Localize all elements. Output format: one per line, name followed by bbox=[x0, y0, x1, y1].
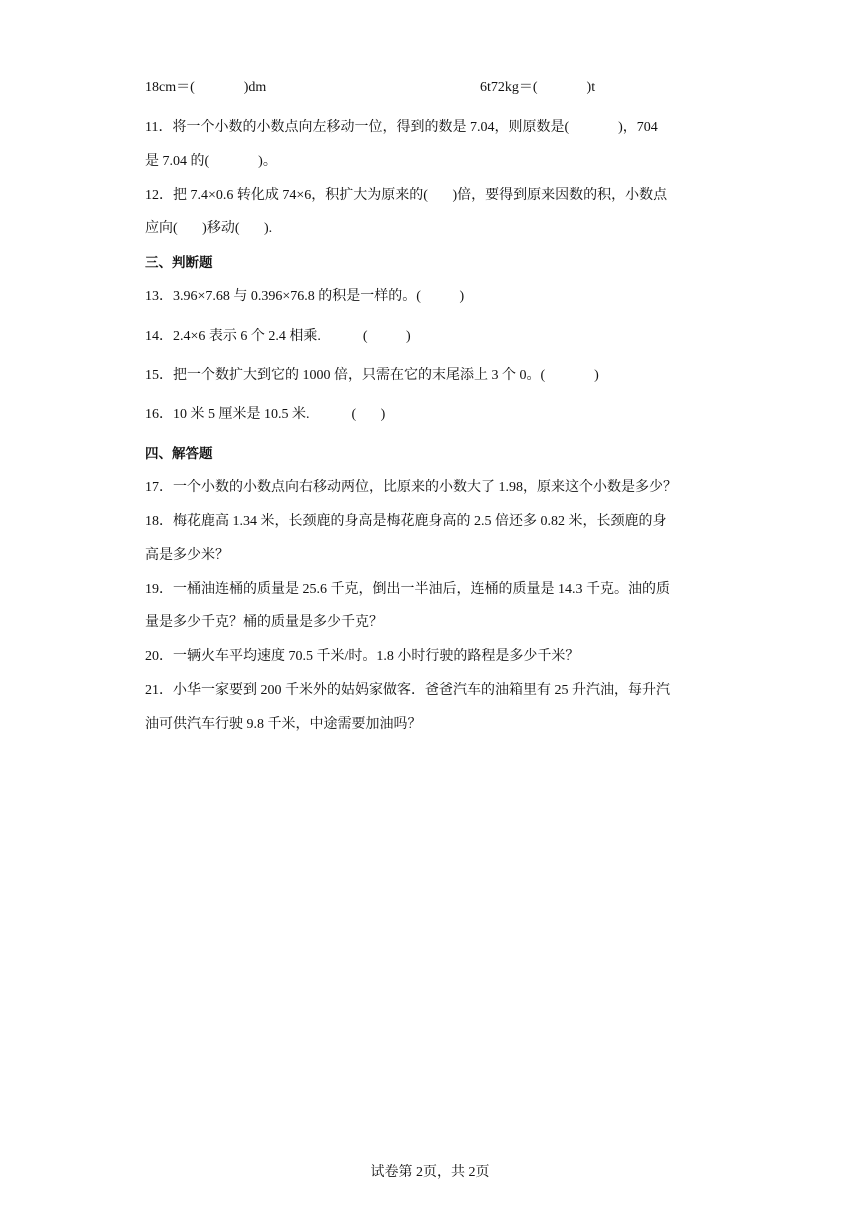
q10-item-a: 18cm＝( )dm bbox=[145, 80, 267, 95]
question-16: 16．10 米 5 厘米是 10.5 米. ( ) bbox=[145, 407, 386, 422]
question-15: 15．把一个数扩大到它的 1000 倍，只需在它的末尾添上 3 个 0。( ) bbox=[145, 368, 599, 383]
question-21-line-1: 21．小华一家要到 200 千米外的姑妈家做客．爸爸汽车的油箱里有 25 升汽油，每升汽 bbox=[145, 683, 670, 698]
question-19-line-2: 量是多少千克？桶的质量是多少千克？ bbox=[145, 615, 383, 630]
question-21-line-2: 油可供汽车行驶 9.8 千米，中途需要加油吗？ bbox=[145, 717, 422, 732]
question-18-line-1: 18．梅花鹿高 1.34 米，长颈鹿的身高是梅花鹿身高的 2.5 倍还多 0.82 米，长颈鹿的身 bbox=[145, 514, 667, 529]
q10-item-b: 6t72kg＝( )t bbox=[480, 80, 596, 95]
page-footer: 试卷第 2页，共 2页 bbox=[370, 1165, 490, 1180]
question-18-line-2: 高是多少米？ bbox=[145, 548, 229, 563]
section-4-heading: 四、解答题 bbox=[145, 446, 213, 462]
question-13: 13．3.96×7.68 与 0.396×76.8 的积是一样的。( ) bbox=[145, 289, 465, 304]
question-11-line-1: 11．将一个小数的小数点向左移动一位，得到的数是 7.04，则原数是( )，704 bbox=[145, 120, 658, 135]
question-14: 14．2.4×6 表示 6 个 2.4 相乘. ( ) bbox=[145, 329, 411, 344]
section-3-heading: 三、判断题 bbox=[145, 255, 213, 271]
question-12-line-2: 应向( )移动( ). bbox=[145, 221, 273, 236]
question-17: 17．一个小数的小数点向右移动两位，比原来的小数大了 1.98，原来这个小数是多少？ bbox=[145, 480, 677, 495]
question-20: 20．一辆火车平均速度 70.5 千米/时。1.8 小时行驶的路程是多少千米？ bbox=[145, 649, 580, 664]
question-11-line-2: 是 7.04 的( )。 bbox=[145, 154, 277, 169]
question-19-line-1: 19．一桶油连桶的质量是 25.6 千克，倒出一半油后，连桶的质量是 14.3 千克。油的质 bbox=[145, 582, 670, 597]
question-12-line-1: 12．把 7.4×0.6 转化成 74×6，积扩大为原来的( )倍，要得到原来因数的积，小数点 bbox=[145, 188, 668, 203]
